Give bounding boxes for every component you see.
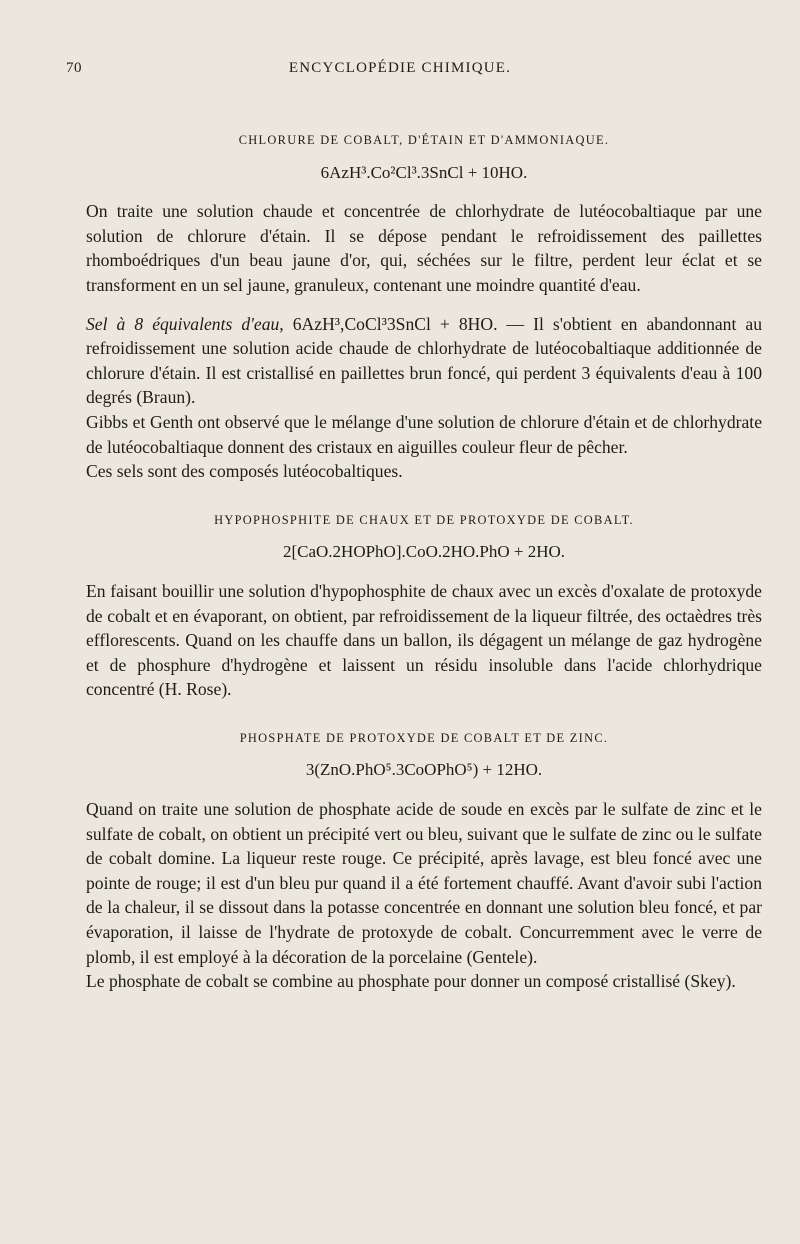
subsection-text: 6AzH³,CoCl³3SnCl + 8HO. — Il s'obtient en abandonnant au refroidissement une solution acide chaude de chlorhydrate de lutéocobaltiaque additionnée de chlorure d'étain. Il est cristallisé en paillettes brun foncé, qui perdent 3 équivalents d'eau à 100 degrés (Braun).	[86, 313, 763, 408]
section-formula: 2[CaO.2HOPhO].CoO.2HO.PhO + 2HO.	[282, 542, 566, 562]
subsection-heading: Sel à 8 équivalents d'eau,	[86, 313, 284, 334]
paragraph: Gibbs et Genth ont observé que le mélange d'une solution de chlorure d'étain et de chlorhydrate de lutéocobaltiaque donnent des cristaux en aiguilles couleur fleur de pêcher.	[86, 411, 762, 457]
paragraph	[86, 312, 762, 410]
paragraph: Ces sels sont des composés lutéocobaltiques.	[86, 461, 403, 482]
paragraph: Le phosphate de cobalt se combine au phosphate pour donner un composé cristallisé (Skey).	[86, 971, 736, 992]
running-title: ENCYCLOPÉDIE CHIMIQUE.	[288, 60, 512, 76]
page-body	[86, 128, 762, 994]
page-number: 70	[66, 60, 82, 76]
section-formula: 6AzH³.Co²Cl³.3SnCl + 10HO.	[320, 162, 528, 182]
paragraph: On traite une solution chaude et concentrée de chlorhydrate de lutéocobaltiaque par une solution de chlorure d'étain. Il se dépose pendant le refroidissement des paillettes rhomboédriques d'un beau jaune d'or, qui, séchées sur le filtre, perdent leur éclat et se transforment en un sel jaune, granuleux, contenant une moindre quantité d'eau.	[86, 201, 762, 295]
paragraph: Quand on traite une solution de phosphate acide de soude en excès par le sulfate de zinc et le sulfate de cobalt, on obtient un précipité vert ou bleu, suivant que le sulfate de zinc ou le sulfate de cobalt domine. La liqueur reste rouge. Ce précipité, après lavage, est bleu foncé avec une pointe de rouge; il est d'un bleu pur quand il a été fortement chauffé. Avant d'avoir subi l'action de la chaleur, il se dissout dans la potasse concentrée en donnant une solution bleu foncé, et par évaporation, il laisse de l'hydrate de protoxyde de cobalt. Concurremment avec le verre de plomb, il est employé à la décoration de la porcelaine (Gentele).	[86, 799, 762, 967]
paragraph: En faisant bouillir une solution d'hypophosphite de chaux avec un excès d'oxalate de protoxyde de cobalt et en évaporant, on obtient, par refroidissement de la liqueur filtrée, des octaèdres très efflorescents. Quand on les chauffe dans un ballon, ils dégagent un mélange de gaz hydrogène et de phosphure d'hydrogène et laissent un résidu insoluble dans l'acide chlorhydrique concentré (H. Rose).	[86, 580, 762, 700]
running-header	[66, 60, 734, 77]
section-title: PHOSPHATE DE PROTOXYDE DE COBALT ET DE ZINC.	[239, 730, 609, 745]
section-title: CHLORURE DE COBALT, D'ÉTAIN ET D'AMMONIAQUE.	[238, 133, 610, 147]
section-formula: 3(ZnO.PhO⁵.3CoOPhO⁵) + 12HO.	[305, 760, 543, 780]
section-title: HYPOPHOSPHITE DE CHAUX ET DE PROTOXYDE DE COBALT.	[214, 512, 634, 527]
